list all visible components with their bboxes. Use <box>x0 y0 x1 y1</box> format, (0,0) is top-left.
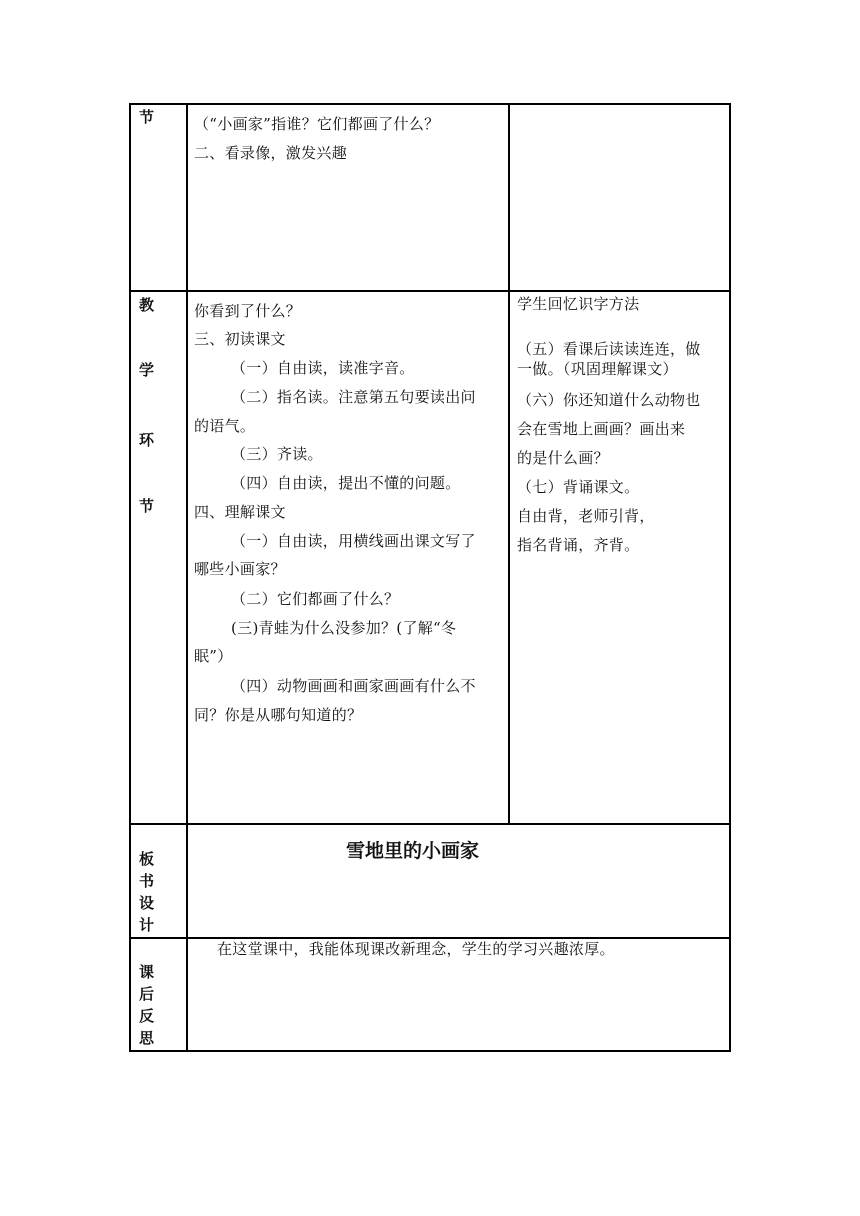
row1-label: 节 <box>139 108 155 126</box>
row3-label-char: 设 <box>139 894 155 912</box>
student-activity-line: 会在雪地上画画？画出来 <box>517 420 686 438</box>
student-activity-line: 的是什么画？ <box>517 449 609 467</box>
lesson-step-line: （二）指名读。注意第五句要读出问 <box>231 388 476 406</box>
row1-text-line: 二、看录像，激发兴趣 <box>194 144 348 162</box>
board-design-title: 雪地里的小画家 <box>346 840 480 862</box>
row3-label-char: 板 <box>139 850 155 868</box>
row3-label-char: 计 <box>139 916 155 934</box>
row1-text-line: （“小画家”指谁？它们都画了什么？ <box>194 115 440 133</box>
table-top-border <box>129 103 731 105</box>
table-right-border <box>729 103 731 1051</box>
lesson-step-line: （一）自由读，用横线画出课文写了 <box>231 532 476 550</box>
row2-label-char: 教 <box>139 296 155 314</box>
row4-label-char: 课 <box>139 963 155 981</box>
row2-label-char: 学 <box>139 361 155 379</box>
lesson-step-line: 哪些小画家？ <box>194 560 286 578</box>
lesson-step-line: 同？你是从哪句知道的？ <box>194 706 363 724</box>
student-activity-line: （七）背诵课文。 <box>517 478 640 496</box>
middle-column-divider <box>508 103 510 824</box>
table-bottom-border <box>129 1050 731 1052</box>
lesson-step-line: （三）齐读。 <box>231 445 323 463</box>
row4-label-char: 反 <box>139 1007 155 1025</box>
lesson-step-line: 的语气。 <box>194 417 256 435</box>
lesson-step-line: 眠”） <box>194 647 233 665</box>
student-activity-line: （六）你还知道什么动物也 <box>517 391 701 409</box>
row-divider-2 <box>129 823 731 825</box>
lesson-step-line: （四）自由读，提出不懂的问题。 <box>231 474 461 492</box>
lesson-step-line: 你看到了什么？ <box>194 302 302 320</box>
student-activity-line: 指名背诵，齐背。 <box>517 536 640 554</box>
lesson-step-line: (三)青蛙为什么没参加？(了解“冬 <box>231 619 457 637</box>
row2-label-char: 环 <box>139 431 155 449</box>
lesson-step-line: （一）自由读，读准字音。 <box>231 359 415 377</box>
student-activity-line: 学生回忆识字方法 <box>517 295 640 313</box>
row-divider-1 <box>129 290 731 292</box>
table-left-border <box>129 103 131 1051</box>
row2-label-char: 节 <box>139 497 155 515</box>
row3-label-char: 书 <box>139 872 155 890</box>
reflection-text: 在这堂课中，我能体现课改新理念，学生的学习兴趣浓厚。 <box>217 940 615 958</box>
row-divider-3 <box>129 937 731 939</box>
student-activity-line: （五）看课后读读连连，做 <box>517 340 701 358</box>
lesson-step-line: （四）动物画画和画家画画有什么不 <box>231 677 476 695</box>
lesson-step-line: 四、理解课文 <box>194 503 286 521</box>
lesson-step-line: 三、初读课文 <box>194 330 286 348</box>
student-activity-line: 一做。（巩固理解课文） <box>517 360 678 378</box>
lesson-step-line: （二）它们都画了什么？ <box>231 590 400 608</box>
student-activity-line: 自由背，老师引背， <box>517 507 655 525</box>
row4-label-char: 思 <box>139 1029 155 1047</box>
row4-label-char: 后 <box>139 985 155 1003</box>
label-column-divider <box>186 103 188 1051</box>
